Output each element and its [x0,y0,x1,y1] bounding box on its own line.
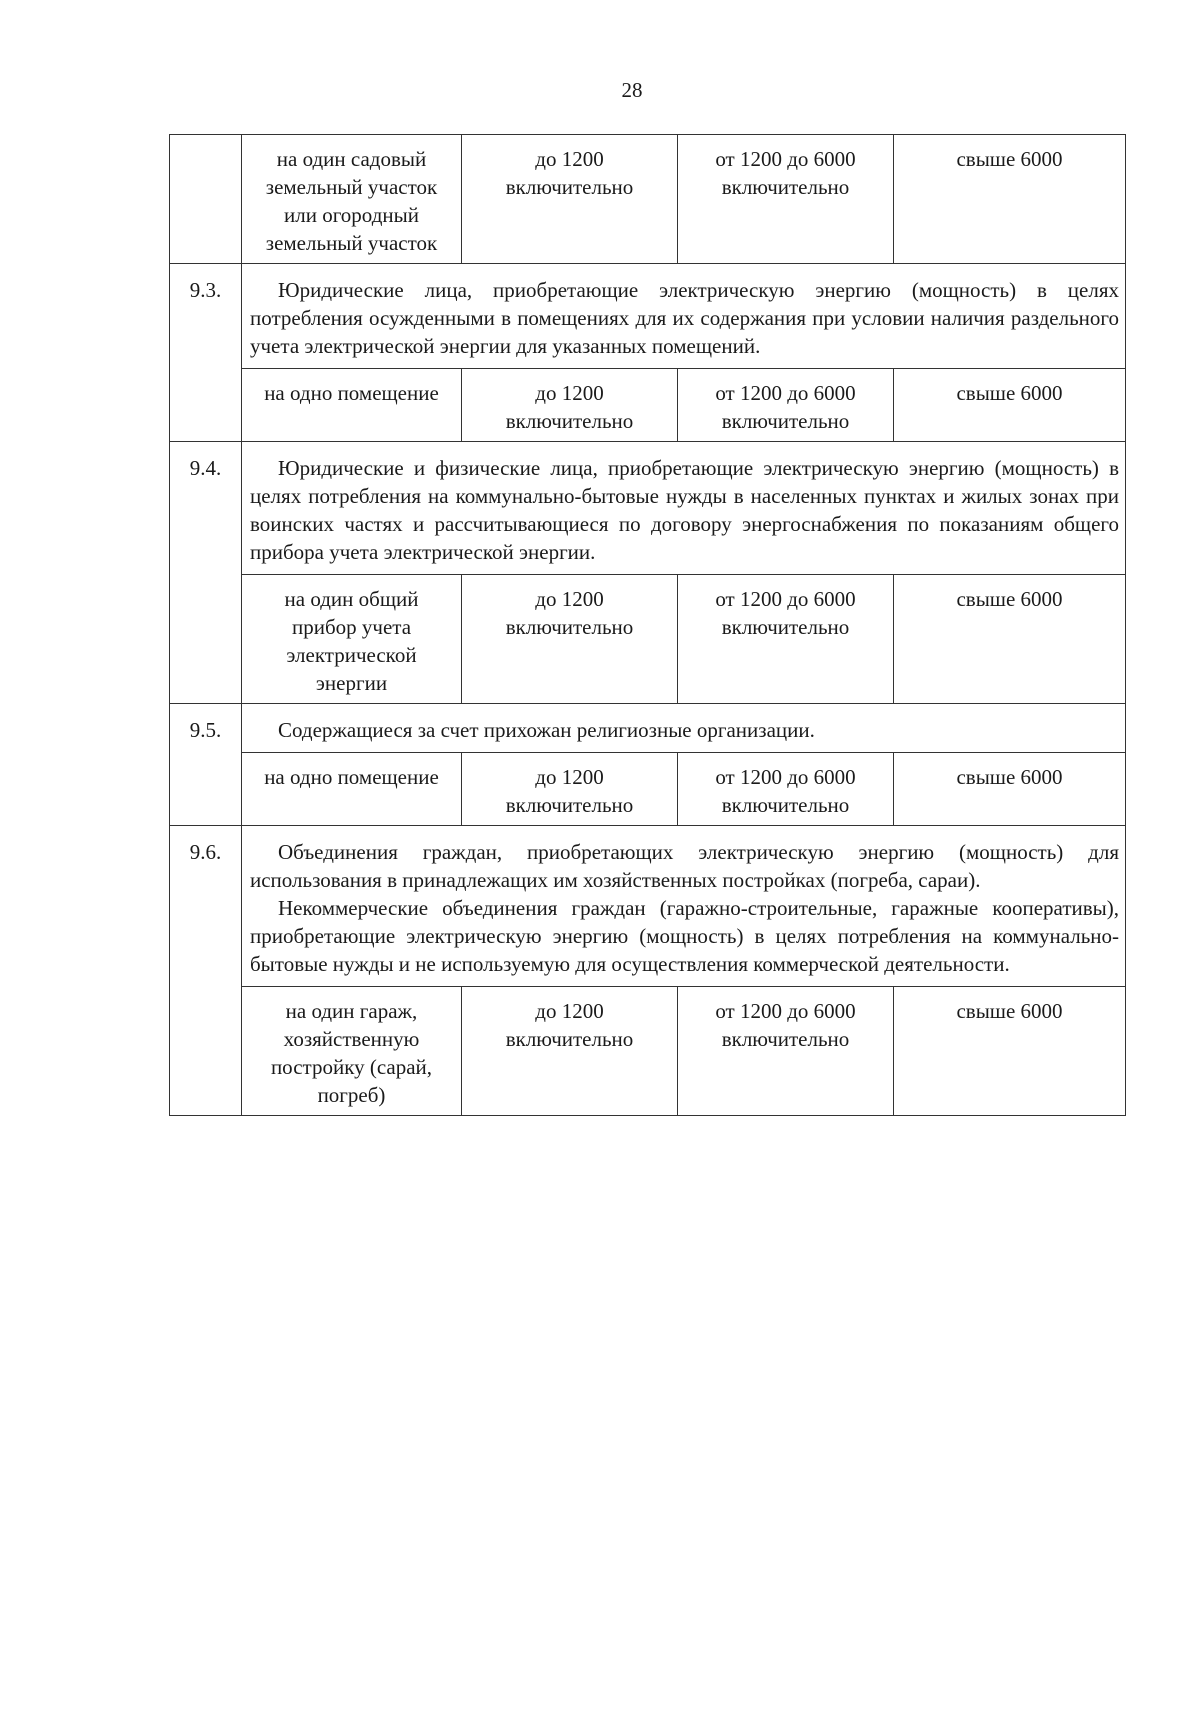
range-low: до 1200 включительно [462,135,678,264]
table-row [170,442,1126,575]
category-description-text: Юридические и физические лица, приобретающие электрическую энергию (мощность) в целях потребления на коммунально-бытовые нужды в населенных пунктах и жилых зонах при воинских частях и рассчитывающиеся по договору энергоснабжения по показаниям общего прибора учета электрической энергии. [250,456,1119,564]
tariff-table [169,134,1126,1116]
range-mid: от 1200 до 6000 включительно [678,575,894,704]
range-low: до 1200 включительно [462,369,678,442]
row-number: 9.5. [170,704,242,826]
page-number: 28 [621,78,643,102]
category-description [242,264,1126,369]
row-number: 9.3. [170,264,242,442]
table-row [170,704,1126,753]
table-row [170,987,1126,1116]
range-low: до 1200 включительно [462,575,678,704]
range-mid: от 1200 до 6000 включительно [678,987,894,1116]
table-row [170,135,1126,264]
consumption-unit: на одно помещение [242,753,462,826]
category-description [242,704,1126,753]
table-row [170,826,1126,987]
range-high: свыше 6000 [894,753,1126,826]
range-high: свыше 6000 [894,369,1126,442]
range-high: свыше 6000 [894,135,1126,264]
consumption-unit: на один общий прибор учета электрической энергии [242,575,462,704]
consumption-unit: на один гараж, хозяйственную постройку (сарай, погреб) [242,987,462,1116]
range-mid: от 1200 до 6000 включительно [678,753,894,826]
table-row [170,575,1126,704]
consumption-unit: на один садовый земельный участок или огородный земельный участок [242,135,462,264]
category-description [242,442,1126,575]
category-description-text: Объединения граждан, приобретающих электрическую энергию (мощность) для использования в принадлежащих им хозяйственных постройках (погреба, сараи). [250,840,1119,892]
table-row [170,369,1126,442]
row-number-empty [170,135,242,264]
table-row [170,264,1126,369]
range-mid: от 1200 до 6000 включительно [678,369,894,442]
category-description-text: Некоммерческие объединения граждан (гаражно-строительные, гаражные кооперативы), приобретающие электрическую энергию (мощность) в целях потребления на коммунально-бытовые нужды и не используемую для осуществления коммерческой деятельности. [250,896,1119,976]
category-description [242,826,1126,987]
table-row [170,753,1126,826]
consumption-unit: на одно помещение [242,369,462,442]
row-number: 9.6. [170,826,242,1116]
range-low: до 1200 включительно [462,753,678,826]
category-description-text: Содержащиеся за счет прихожан религиозные организации. [278,718,815,742]
range-high: свыше 6000 [894,987,1126,1116]
row-number: 9.4. [170,442,242,704]
range-low: до 1200 включительно [462,987,678,1116]
range-mid: от 1200 до 6000 включительно [678,135,894,264]
range-high: свыше 6000 [894,575,1126,704]
category-description-text: Юридические лица, приобретающие электрическую энергию (мощность) в целях потребления осужденными в помещениях для их содержания при условии наличия раздельного учета электрической энергии для указанных помещений. [250,278,1119,358]
